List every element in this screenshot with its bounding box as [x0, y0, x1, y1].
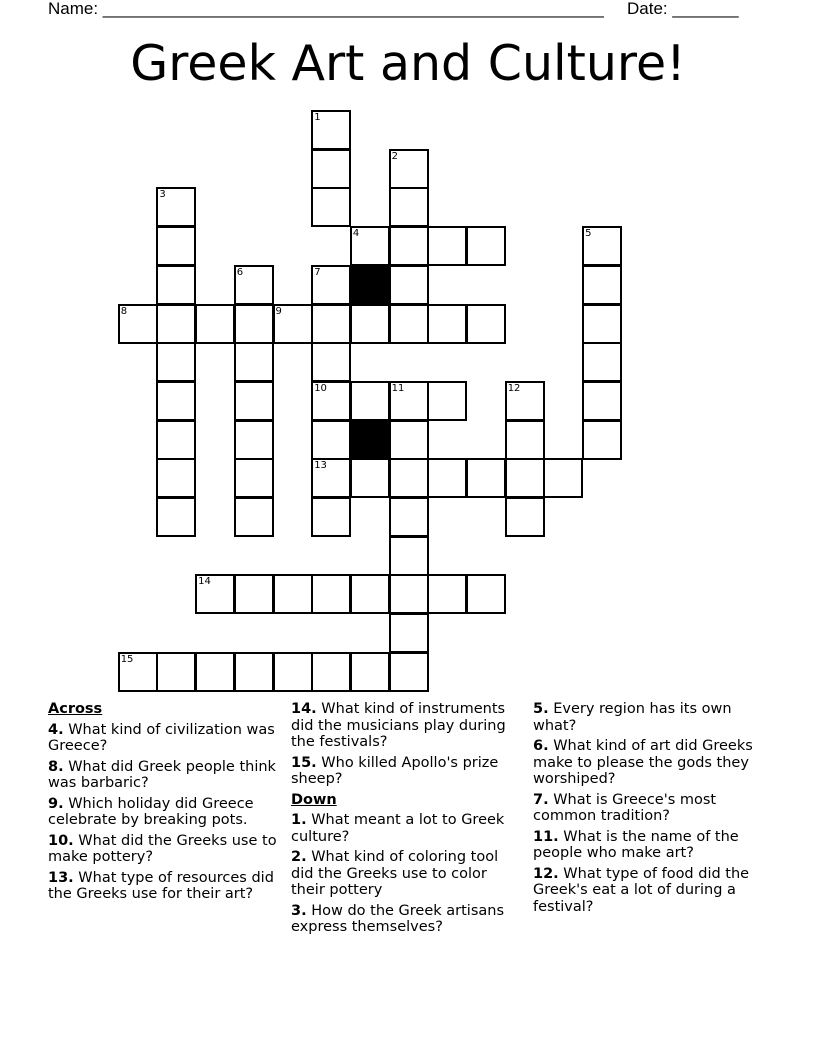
clues-column-1 [48, 701, 280, 907]
down-clue-12 [533, 866, 765, 916]
clue-text: What kind of coloring tool did the Greeks use to color their pottery [291, 849, 499, 898]
crossword-cell[interactable] [195, 574, 235, 614]
cell-number: 4 [352, 228, 360, 240]
crossword-cell[interactable] [311, 304, 351, 344]
clue-number: 3. [291, 902, 307, 919]
clue-text: What is Greece's most common tradition? [533, 791, 717, 824]
crossword-cell[interactable] [311, 497, 351, 537]
crossword-cell[interactable] [156, 381, 196, 421]
cell-number: 5 [585, 228, 592, 240]
crossword-cell[interactable] [156, 187, 196, 227]
clue-number: 15. [291, 754, 317, 771]
down-clue-3 [291, 903, 523, 936]
cell-number: 3 [159, 189, 166, 201]
down-clue-11 [533, 829, 765, 862]
crossword-cell[interactable] [156, 458, 196, 498]
crossword-cell[interactable] [505, 381, 545, 421]
crossword-cell[interactable] [389, 226, 429, 266]
crossword-cell[interactable] [311, 187, 351, 227]
across-clue-14 [291, 701, 523, 751]
crossword-cell[interactable] [466, 226, 506, 266]
crossword-cell[interactable] [582, 381, 622, 421]
across-heading: Across [48, 701, 103, 717]
crossword-cell[interactable] [505, 497, 545, 537]
cell-number: 9 [275, 305, 282, 317]
crossword-cell[interactable] [234, 652, 274, 692]
crossword-cell[interactable] [389, 149, 429, 189]
clue-number: 2. [291, 849, 307, 865]
crossword-cell[interactable] [234, 304, 274, 344]
clue-text: What type of food did the Greek's eat a lot of during a festival? [533, 865, 750, 915]
crossword-cell[interactable] [427, 574, 467, 614]
crossword-cell[interactable] [427, 381, 467, 421]
clue-text: What is the name of the people who make art? [533, 828, 739, 861]
crossword-cell[interactable] [234, 574, 274, 614]
crossword-cell[interactable] [427, 226, 467, 266]
across-clue-13 [48, 870, 280, 903]
clue-number: 8. [48, 758, 64, 775]
clue-text: What kind of instruments did the musicians play during the festivals? [291, 701, 506, 750]
crossword-cell[interactable] [311, 110, 351, 150]
crossword-cell[interactable] [234, 381, 274, 421]
crossword-cell[interactable] [582, 226, 622, 266]
crossword-cell[interactable] [350, 652, 390, 692]
crossword-cell[interactable] [195, 304, 235, 344]
cell-number: 10 [314, 382, 327, 394]
crossword-cell[interactable] [311, 420, 351, 460]
clues-column-3 [533, 701, 765, 919]
cell-number: 15 [120, 653, 134, 665]
crossword-cell[interactable] [543, 458, 583, 498]
crossword-cell[interactable] [582, 342, 622, 382]
crossword-cell[interactable] [195, 652, 235, 692]
crossword-cell[interactable] [156, 497, 196, 537]
crossword-cell[interactable] [118, 652, 158, 692]
crossword-cell[interactable] [427, 304, 467, 344]
crossword-cell[interactable] [389, 613, 429, 653]
clue-text: Every region has its own what? [533, 701, 732, 734]
crossword-cell[interactable] [311, 458, 351, 498]
crossword-cell[interactable] [234, 458, 274, 498]
clue-number: 11. [533, 828, 559, 845]
cell-number: 12 [507, 382, 521, 394]
across-clue-9 [48, 796, 280, 829]
down-clue-2 [291, 849, 523, 899]
crossword-cell[interactable] [389, 304, 429, 344]
black-square [350, 265, 390, 305]
clue-text: What did Greek people think was barbaric? [48, 758, 276, 791]
cell-number: 1 [314, 112, 321, 123]
crossword-cell[interactable] [466, 574, 506, 614]
across-clue-8 [48, 759, 280, 792]
down-clue-5 [533, 701, 765, 734]
across-clue-10 [48, 833, 280, 866]
cell-number: 7 [314, 266, 321, 278]
across-clue-15 [291, 755, 523, 788]
clue-text: Which holiday did Greece celebrate by breaking pots. [48, 795, 254, 828]
crossword-cell[interactable] [350, 574, 390, 614]
clue-number: 10. [48, 832, 74, 849]
crossword-cell[interactable] [389, 497, 429, 537]
crossword-cell[interactable] [389, 536, 429, 576]
crossword-cell[interactable] [389, 381, 429, 421]
clue-number: 14. [291, 701, 317, 717]
clue-number: 4. [48, 721, 64, 738]
crossword-cell[interactable] [156, 420, 196, 460]
crossword-cell[interactable] [273, 304, 313, 344]
page-title: Greek Art and Culture! [130, 35, 686, 92]
clue-number: 1. [291, 812, 307, 828]
crossword-cell[interactable] [311, 381, 351, 421]
clue-text: How do the Greek artisans express themselves? [291, 902, 505, 935]
crossword-cell[interactable] [234, 420, 274, 460]
clue-number: 7. [533, 791, 549, 808]
crossword-cell[interactable] [156, 652, 196, 692]
cell-number: 13 [314, 460, 327, 472]
crossword-cell[interactable] [389, 420, 429, 460]
crossword-cell[interactable] [156, 226, 196, 266]
crossword-cell[interactable] [311, 652, 351, 692]
crossword-cell[interactable] [582, 304, 622, 344]
clue-number: 12. [533, 865, 559, 882]
clue-text: What meant a lot to Greek culture? [291, 812, 505, 845]
name-line: Name: _____________________________________________________ [48, 0, 604, 18]
crossword-cell[interactable] [234, 342, 274, 382]
clue-text: Who killed Apollo's prize sheep? [291, 754, 499, 787]
crossword-cell[interactable] [273, 574, 313, 614]
crossword-cell[interactable] [466, 304, 506, 344]
crossword-cell[interactable] [156, 265, 196, 305]
clues-column-2 [291, 701, 523, 940]
clue-text: What kind of civilization was Greece? [48, 721, 275, 754]
crossword-cell[interactable] [311, 149, 351, 189]
crossword-cell[interactable] [582, 265, 622, 305]
crossword-cell[interactable] [311, 265, 351, 305]
crossword-cell[interactable] [505, 458, 545, 498]
crossword-cell[interactable] [350, 226, 390, 266]
down-clue-6 [533, 738, 765, 788]
crossword-cell[interactable] [118, 304, 158, 344]
crossword-cell[interactable] [505, 420, 545, 460]
crossword-cell[interactable] [350, 458, 390, 498]
cell-number: 8 [120, 305, 128, 317]
clue-number: 6. [533, 738, 549, 754]
crossword-cell[interactable] [311, 574, 351, 614]
cell-number: 6 [236, 266, 244, 278]
crossword-cell[interactable] [311, 342, 351, 382]
crossword-cell[interactable] [156, 342, 196, 382]
crossword-cell[interactable] [350, 381, 390, 421]
crossword-cell[interactable] [389, 187, 429, 227]
crossword-cell[interactable] [389, 574, 429, 614]
clue-number: 5. [533, 701, 549, 717]
crossword-cell[interactable] [466, 458, 506, 498]
date-line: Date: _______ [627, 0, 739, 18]
crossword-cell[interactable] [389, 458, 429, 498]
cell-number: 2 [391, 150, 398, 162]
black-square [350, 420, 390, 460]
cell-number: 14 [198, 576, 211, 588]
crossword-cell[interactable] [389, 652, 429, 692]
crossword-cell[interactable] [350, 304, 390, 344]
clue-text: What kind of art did Greeks make to please the gods they worshiped? [533, 738, 753, 787]
clue-text: What type of resources did the Greeks use for their art? [48, 869, 274, 902]
crossword-cell[interactable] [427, 458, 467, 498]
crossword-cell[interactable] [389, 265, 429, 305]
clue-text: What did the Greeks use to make pottery? [48, 832, 277, 865]
clue-number: 9. [48, 795, 64, 812]
cell-number: 11 [391, 382, 405, 394]
down-clue-1 [291, 812, 523, 845]
crossword-cell[interactable] [156, 304, 196, 344]
down-heading: Down [291, 791, 337, 808]
crossword-cell[interactable] [582, 420, 622, 460]
crossword-cell[interactable] [273, 652, 313, 692]
crossword-cell[interactable] [234, 265, 274, 305]
down-clue-7 [533, 792, 765, 825]
crossword-cell[interactable] [234, 497, 274, 537]
clue-number: 13. [48, 869, 74, 886]
across-clue-4 [48, 722, 280, 755]
